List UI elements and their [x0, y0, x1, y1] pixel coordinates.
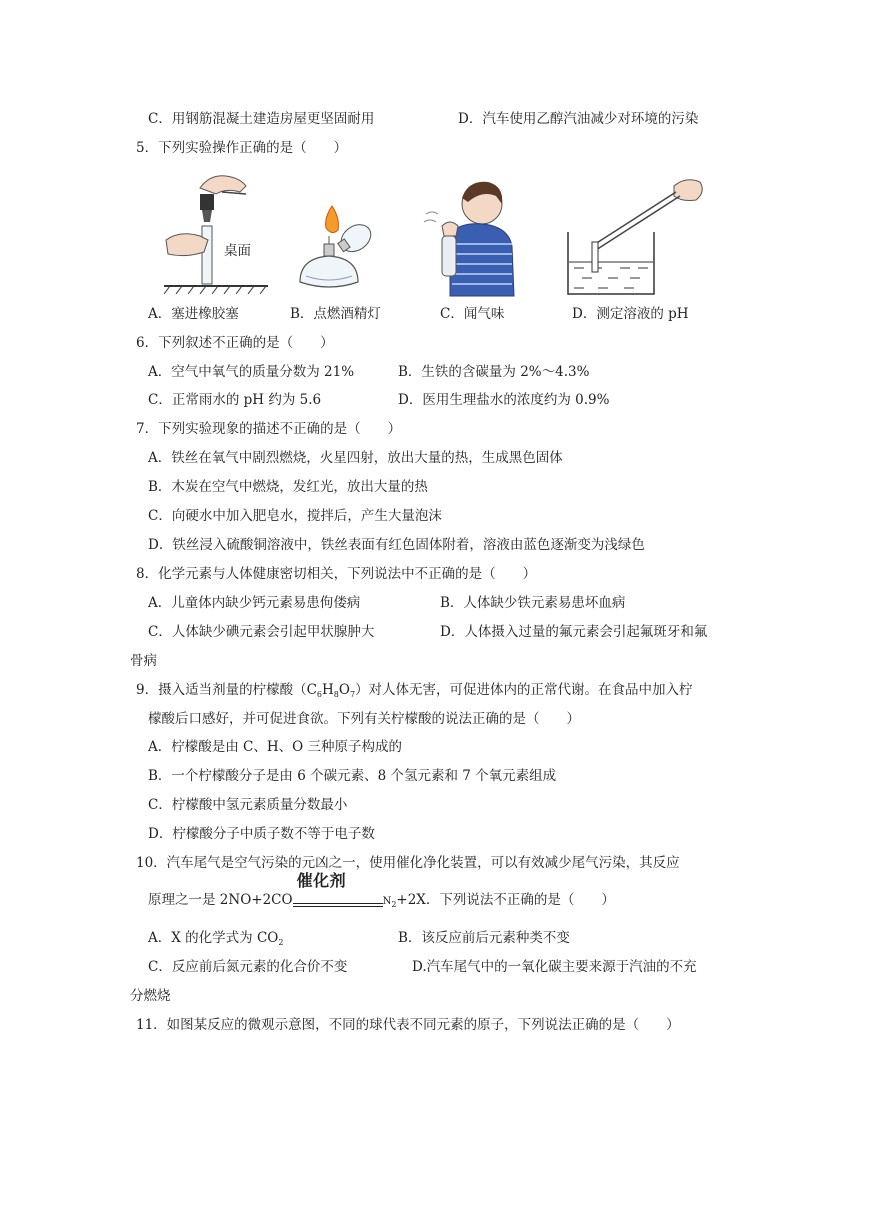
q10-option-a: A．X 的化学式为 $CO_2$	[148, 930, 284, 947]
catalyst-arrow	[293, 871, 383, 909]
q4-option-c: C．用钢筋混凝土建造房屋更坚固耐用	[148, 111, 375, 127]
q7-stem: 7．下列实验现象的描述不正确的是（ ）	[136, 421, 402, 437]
q6-option-a: A．空气中氧气的质量分数为 21%	[148, 364, 355, 380]
figure-label-desk: 桌面	[224, 243, 251, 259]
figure-ph-test	[562, 172, 712, 300]
q10-option-b: B．该反应前后元素种类不变	[398, 930, 570, 946]
catalyst-label: 催化剂	[296, 871, 347, 890]
q11-stem: 11．如图某反应的微观示意图，不同的球代表不同元素的原子，下列说法正确的是（ ）	[136, 1017, 680, 1033]
q9-stem: 9．摄入适当剂量的柠檬酸$(C_6H_8O_7)$对人体无害，可促进体内的正常代谢。在食品中加入柠	[136, 682, 693, 699]
q8-option-d: D．人体摄入过量的氟元素会引起氟斑牙和氟	[440, 624, 708, 640]
q8-option-c: C．人体缺少碘元素会引起甲状腺肿大	[148, 624, 375, 640]
q6-option-b: B．生铁的含碳量为 2%～4.3%	[398, 364, 590, 380]
q9-option-b: B．一个柠檬酸分子是由 6 个碳元素、8 个氢元素和 7 个氧元素组成	[148, 768, 557, 784]
q5-stem: 5．下列实验操作正确的是（ ）	[136, 140, 348, 156]
q10-option-c: C．反应前后氮元素的化合价不变	[148, 959, 348, 975]
figure-alcohol-lamps	[292, 196, 392, 296]
q5-option-d: D．测定溶液的 pH	[572, 306, 689, 322]
q4-option-d: D．汽车使用乙醇汽油减少对环境的污染	[458, 111, 699, 127]
figure-smelling-boy	[420, 174, 520, 298]
q6-option-c: C．正常雨水的 pH 约为 5.6	[148, 392, 322, 408]
q7-option-b: B．木炭在空气中燃烧，发红光，放出大量的热	[148, 479, 428, 495]
q9-option-d: D．柠檬酸分子中质子数不等于电子数	[148, 826, 375, 842]
q8-stem: 8．化学元素与人体健康密切相关，下列说法中不正确的是（ ）	[136, 566, 537, 582]
q9-option-c: C．柠檬酸中氢元素质量分数最小	[148, 797, 348, 813]
q9-stem-line2: 檬酸后口感好，并可促进食欲。下列有关柠檬酸的说法正确的是（ ）	[148, 711, 580, 727]
rubber-stopper	[200, 194, 214, 210]
q7-option-c: C．向硬水中加入肥皂水，搅拌后，产生大量泡沫	[148, 508, 442, 524]
q10-option-d-continued: 分燃烧	[130, 988, 171, 1004]
q5-option-a: A．塞进橡胶塞	[148, 306, 239, 322]
q8-option-b: B．人体缺少铁元素易患坏血病	[440, 595, 626, 611]
q7-option-d: D．铁丝浸入硫酸铜溶液中，铁丝表面有红色固体附着，溶液由蓝色逐渐变为浅绿色	[148, 537, 645, 553]
q10-option-d: D.汽车尾气中的一氧化碳主要来源于汽油的不充	[412, 959, 697, 975]
q10-stem: 10．汽车尾气是空气污染的元凶之一，使用催化净化装置，可以有效减少尾气污染，其反应	[136, 855, 680, 871]
q8-option-a: A．儿童体内缺少钙元素易患佝偻病	[148, 595, 361, 611]
q5-option-b: B．点燃酒精灯	[290, 306, 381, 322]
figure-insert-stopper	[160, 168, 270, 296]
q7-option-a: A．铁丝在氧气中剧烈燃烧，火星四射，放出大量的热，生成黑色固体	[148, 450, 563, 466]
test-tube	[202, 226, 212, 284]
q6-option-d: D．医用生理盐水的浓度约为 0.9%	[398, 392, 610, 408]
q9-option-a: A．柠檬酸是由 C、H、O 三种原子构成的	[148, 739, 403, 755]
q5-option-c: C．闻气味	[440, 306, 505, 322]
q6-stem: 6．下列叙述不正确的是（ ）	[136, 335, 334, 351]
q8-option-d-continued: 骨病	[130, 653, 157, 669]
q10-equation-line: 原理之一是 2NO+2CO 催化剂 $N_2+2X$．下列说法不正确的是（ ）	[148, 871, 615, 909]
